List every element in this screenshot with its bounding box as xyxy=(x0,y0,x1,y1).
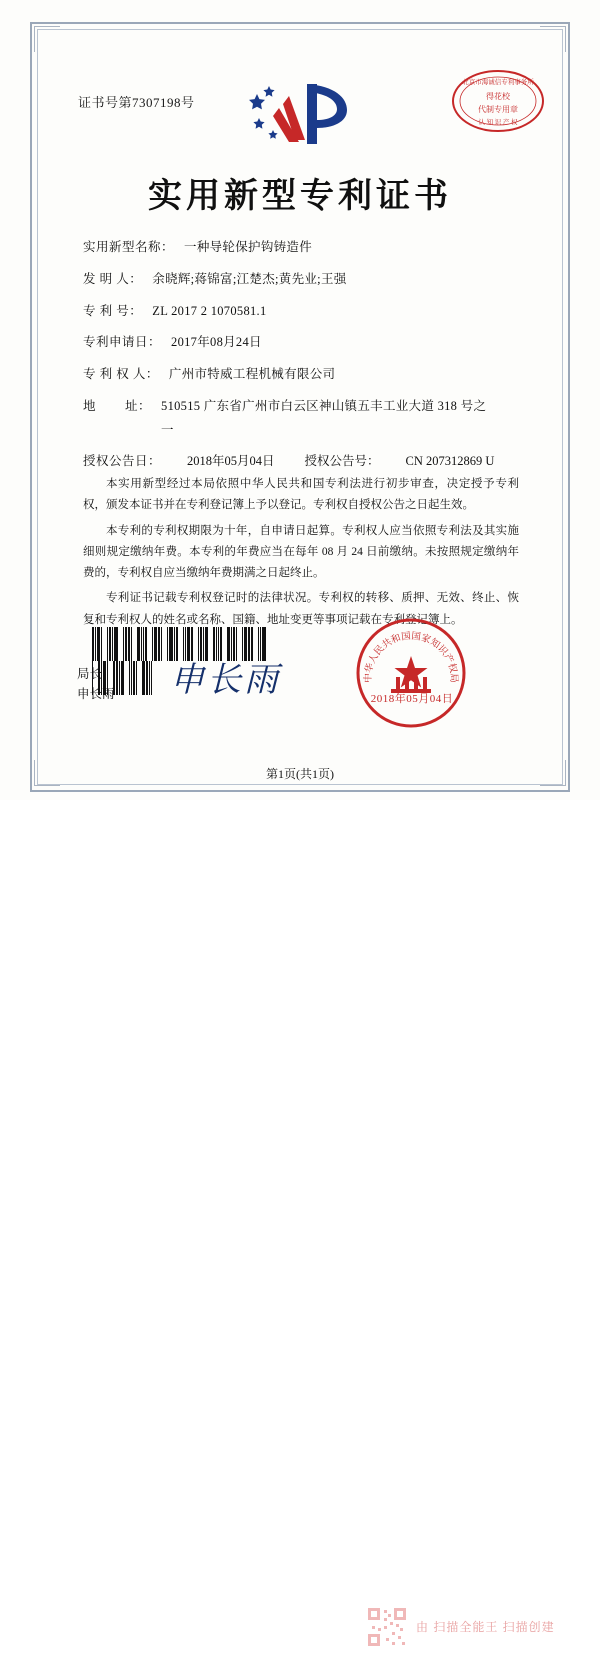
legal-paragraph-2: 本专利的专利权期限为十年，自申请日起算。专利权人应当依照专利法及其实施细则规定缴纳年费。本专利的年费应当在每年 08 月 24 日前缴纳。未按照规定缴纳年费的，专利权自应当缴纳年费期满之日起终止。 xyxy=(83,524,519,580)
watermark-bar xyxy=(0,800,600,1634)
legal-paragraph-3: 专利证书记载专利权登记时的法律状况。专利权的转移、质押、无效、终止、恢复和专利权人的姓名或名称、国籍、地址变更等事项记载在专利登记簿上。 xyxy=(83,592,519,626)
field-row-application-date xyxy=(83,333,523,352)
svg-text:中华人民共和国国家知识产权局: 中华人民共和国国家知识产权局 xyxy=(363,631,459,683)
certificate-number: 证书号第7307198号 xyxy=(78,95,195,110)
field-label-application-date: 专利申请日： xyxy=(83,335,162,350)
field-label-name: 实用新型名称： xyxy=(83,240,175,254)
qr-code-icon xyxy=(366,1606,408,1648)
official-round-seal xyxy=(355,617,467,729)
field-label-grant-date: 授权公告日： xyxy=(83,454,162,469)
field-row-name xyxy=(83,238,523,257)
field-label-patentee: 专 利 权 人： xyxy=(83,367,159,381)
director-title-label: 局长 xyxy=(77,667,103,681)
field-row-inventor xyxy=(83,270,523,289)
field-value-address: 510515 广东省广州市白云区神山镇五丰工业大道 318 号之 xyxy=(161,398,487,413)
director-block xyxy=(77,664,115,704)
agency-oval-stamp xyxy=(450,68,546,134)
patent-fields xyxy=(83,238,523,484)
svg-text:得花校: 得花校 xyxy=(486,92,510,101)
field-value-application-date: 2017年08月24日 xyxy=(171,335,262,350)
director-name: 申长雨 xyxy=(77,687,115,701)
corner-ornament-top-right xyxy=(540,26,566,52)
director-signature: 申长雨 xyxy=(170,662,281,699)
field-value-patent-number: ZL 2017 2 1070581.1 xyxy=(152,303,267,318)
page-title: 实用新型专利证书 xyxy=(148,178,452,215)
legal-text-block xyxy=(83,474,519,635)
field-value-inventor: 余晓辉;蒋锦富;江楚杰;黄先业;王强 xyxy=(152,271,347,286)
field-row-grant-announcement xyxy=(83,452,523,471)
field-value-grant-date: 2018年05月04日 xyxy=(187,454,275,469)
legal-paragraph-1: 本实用新型经过本局依照中华人民共和国专利法进行初步审查，决定授予专利权，颁发本证书并在专利登记簿上予以登记。专利权自授权公告之日起生效。 xyxy=(83,478,519,512)
field-value-patentee: 广州市特威工程机械有限公司 xyxy=(168,367,336,381)
svg-text:代制专用章: 代制专用章 xyxy=(478,105,518,114)
svg-text:认 知 识 产 权: 认 知 识 产 权 xyxy=(478,119,518,126)
field-label-inventor: 发 明 人： xyxy=(83,271,143,286)
svg-text:北京市海诚信专利事务所: 北京市海诚信专利事务所 xyxy=(462,79,534,86)
corner-ornament-top-left xyxy=(34,26,60,52)
field-value-address-continued: 一 xyxy=(161,422,174,437)
seal-date: 2018年05月04日 xyxy=(370,693,454,705)
page-footer: 第1页(共1页) xyxy=(266,767,334,781)
field-label-address: 地 址： xyxy=(83,398,152,413)
field-value-announcement-number: CN 207312869 U xyxy=(405,454,495,469)
field-row-address-continued xyxy=(83,421,523,440)
field-label-patent-number: 专 利 号： xyxy=(83,303,143,318)
watermark-text: 由 扫描全能王 扫描创建 xyxy=(416,1620,555,1634)
field-row-patent-number xyxy=(83,302,523,321)
cnipa-logo-icon xyxy=(247,78,357,150)
field-label-announcement-number: 授权公告号： xyxy=(304,454,380,469)
field-value-name: 一种导轮保护钩铸造件 xyxy=(184,240,313,254)
field-row-address xyxy=(83,397,523,416)
field-row-patentee xyxy=(83,365,523,384)
